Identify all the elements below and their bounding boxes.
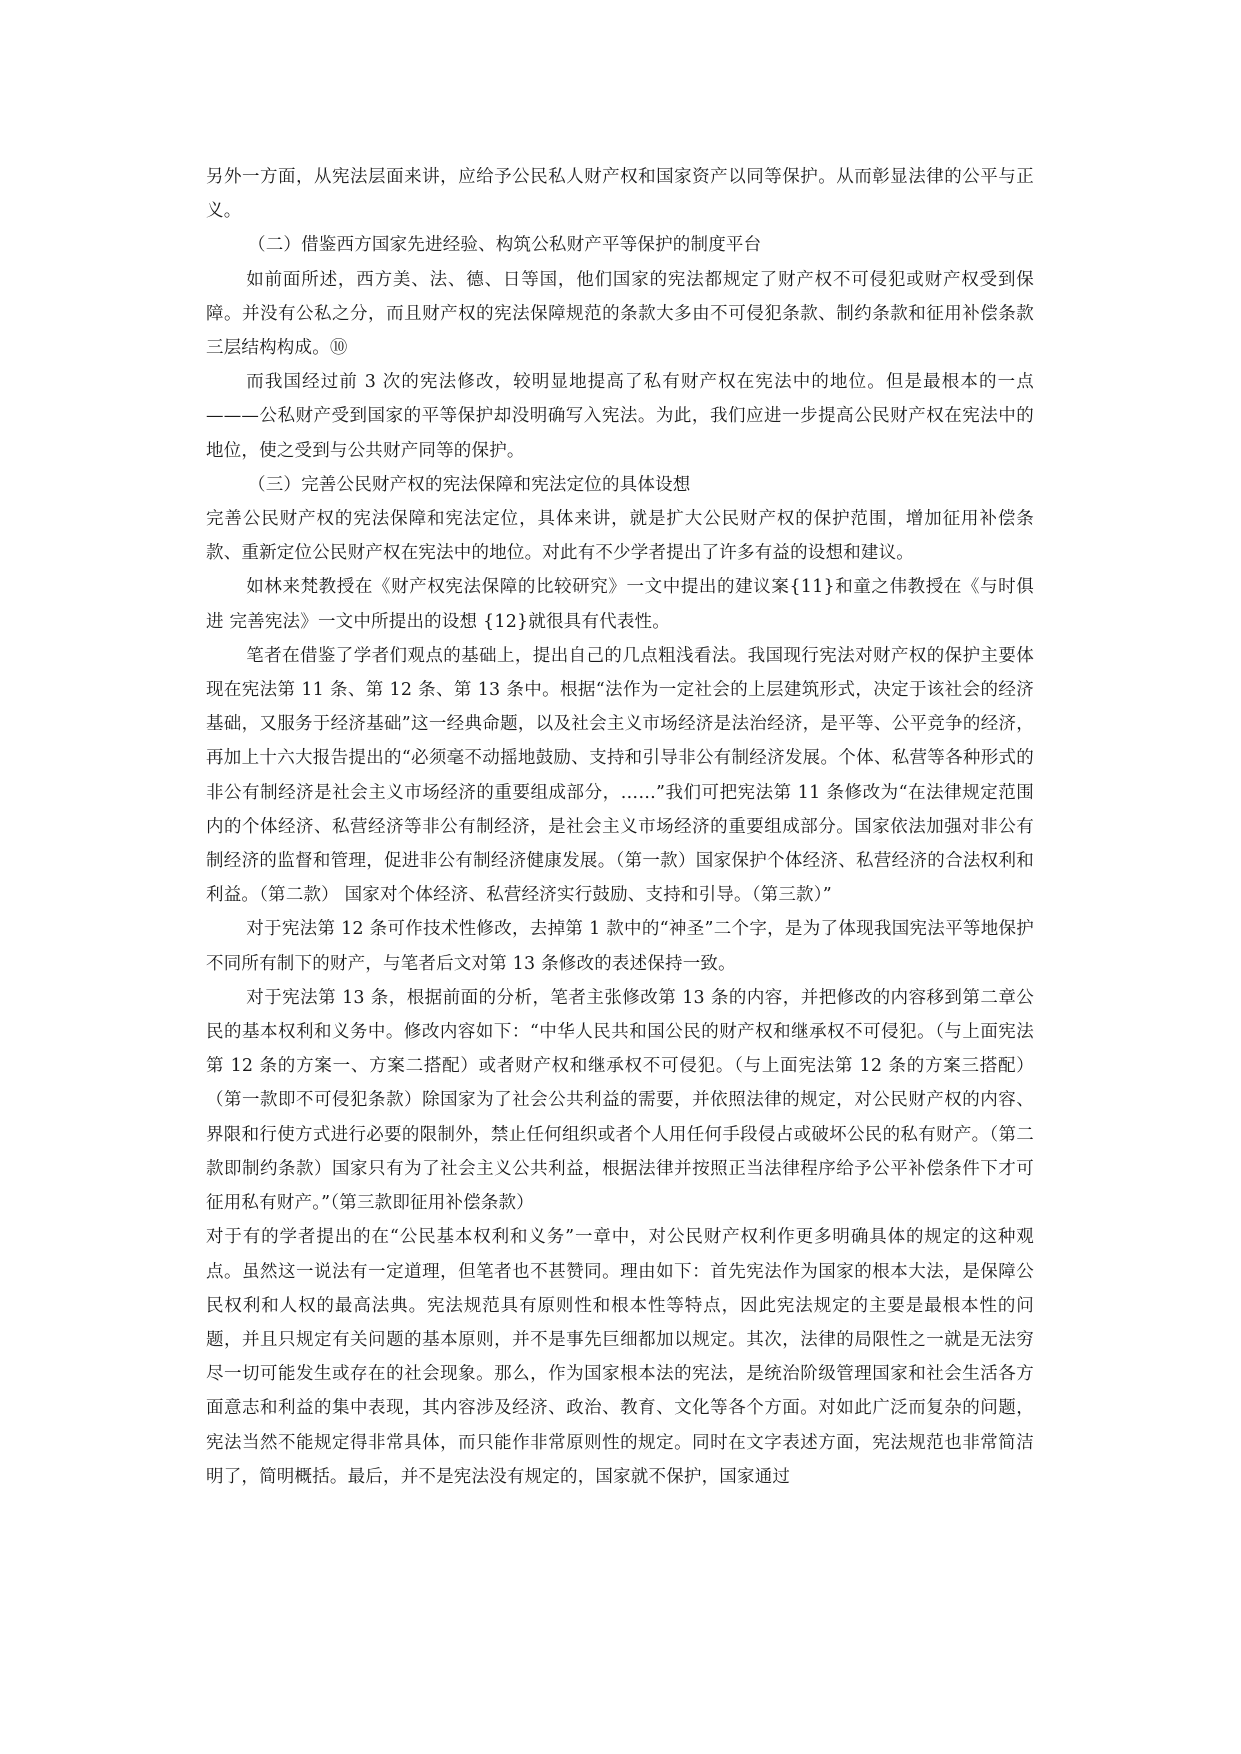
section-heading-2: （二）借鉴西方国家先进经验、构筑公私财产平等保护的制度平台 [248,235,762,256]
paragraph-5: 如林来梵教授在《财产权宪法保障的比较研究》一文中提出的建议案{11}和童之伟教授在《与时俱进 完善宪法》一文中所提出的设想 {12}就很具有代表性。 [206,577,1034,632]
paragraph-7: 对于宪法第 12 条可作技术性修改，去掉第 1 款中的“神圣”二个字，是为了体现我国宪法平等地保护不同所有制下的财产，与笔者后文对第 13 条修改的表述保持一致。 [206,919,1034,974]
paragraph-1: 另外一方面，从宪法层面来讲，应给予公民私人财产权和国家资产以同等保护。从而彰显法律的公平与正义。 [206,167,1034,222]
paragraph-3: 而我国经过前 3 次的宪法修改，较明显地提高了私有财产权在宪法中的地位。但是最根本的一点———公私财产受到国家的平等保护却没明确写入宪法。为此，我们应进一步提高公民财产权在宪法中的地位，使之受到与公共财产同等的保护。 [206,372,1034,461]
paragraph-8: 对于宪法第 13 条，根据前面的分析，笔者主张修改第 13 条的内容，并把修改的内容移到第二章公民的基本权利和义务中。修改内容如下：“中华人民共和国公民的财产权和继承权不可侵犯。（与上面宪法第 12 条的方案一、方案二搭配）或者财产权和继承权不可侵犯。（与上面宪法第 12 条的方案三搭配）（第一款即不可侵犯条款）除国家为了社会公共利益的需要，并依照法律的规定，对公民财产权的内容、界限和行使方式进行必要的限制外，禁止任何组织或者个人用任何手段侵占或破坏公民的私有财产。（第二款即制约条款）国家只有为了社会主义公共利益，根据法律并按照正当法律程序给予公平补偿条件下才可征用私有财产。”（第三款即征用补偿条款） [206,987,1034,1214]
section-heading-3: （三）完善公民财产权的宪法保障和宪法定位的具体设想 [248,474,691,495]
paragraph-2: 如前面所述，西方美、法、德、日等国，他们国家的宪法都规定了财产权不可侵犯或财产权受到保障。并没有公私之分，而且财产权的宪法保障规范的条款大多由不可侵犯条款、制约条款和征用补偿条款三层结构构成。⑩ [206,269,1034,359]
paragraph-6: 笔者在借鉴了学者们观点的基础上，提出自己的几点粗浅看法。我国现行宪法对财产权的保护主要体现在宪法第 11 条、第 12 条、第 13 条中。根据“法作为一定社会的上层建筑形式，决定于该社会的经济基础，又服务于经济基础”这一经典命题，以及社会主义市场经济是法治经济，是平等、公平竞争的经济，再加上十六大报告提出的“必须毫不动摇地鼓励、支持和引导非公有制经济发展。个体、私营等各种形式的非公有制经济是社会主义市场经济的重要组成部分，……”我们可把宪法第 11 条修改为“在法律规定范围内的个体经济、私营经济等非公有制经济，是社会主义市场经济的重要组成部分。国家依法加强对非公有制经济的监督和管理，促进非公有制经济健康发展。（第一款）国家保护个体经济、私营经济的合法权利和利益。（第二款） 国家对个体经济、私营经济实行鼓励、支持和引导。（第三款）” [206,645,1034,906]
document-page [206,160,1034,1494]
paragraph-9: 对于有的学者提出的在“公民基本权利和义务”一章中，对公民财产权利作更多明确具体的规定的这种观点。虽然这一说法有一定道理，但笔者也不甚赞同。理由如下：首先宪法作为国家的根本大法，是保障公民权利和人权的最高法典。宪法规范具有原则性和根本性等特点，因此宪法规定的主要是最根本性的问题，并且只规定有关问题的基本原则，并不是事先巨细都加以规定。其次，法律的局限性之一就是无法穷尽一切可能发生或存在的社会现象。那么，作为国家根本法的宪法，是统治阶级管理国家和社会生活各方面意志和利益的集中表现，其内容涉及经济、政治、教育、文化等各个方面。对如此广泛而复杂的问题，宪法当然不能规定得非常具体，而只能作非常原则性的规定。同时在文字表述方面，宪法规范也非常简洁明了，简明概括。最后，并不是宪法没有规定的，国家就不保护，国家通过 [206,1227,1034,1487]
paragraph-4: 完善公民财产权的宪法保障和宪法定位，具体来讲，就是扩大公民财产权的保护范围，增加征用补偿条款、重新定位公民财产权在宪法中的地位。对此有不少学者提出了许多有益的设想和建议。 [206,509,1034,564]
